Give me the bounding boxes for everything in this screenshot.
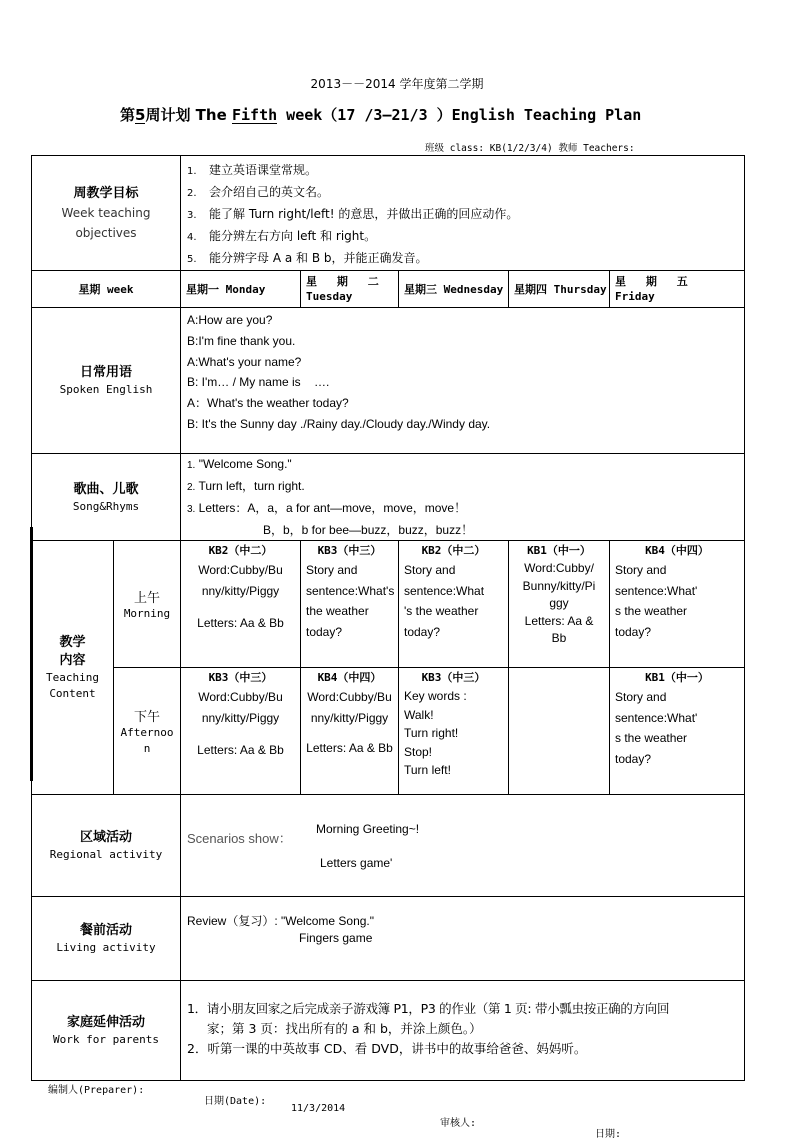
title-prefix: 第 bbox=[120, 106, 136, 124]
wednesday-morning-cell: KB2（中二） Story and sentence:What 's the weather today? bbox=[399, 541, 509, 668]
living-line: Review（复习）: "Welcome Song." bbox=[187, 914, 375, 928]
scenarios-lead: Scenarios show： bbox=[187, 830, 292, 846]
song-label-zh: 歌曲、儿歌 bbox=[73, 481, 139, 497]
morning-row bbox=[32, 541, 745, 668]
friday-morning-cell: KB4（中四） Story and sentence:What' s the weather today? bbox=[610, 541, 745, 668]
home-line: 家；第 3 页：找出所有的 a 和 b，并涂上颜色。） bbox=[207, 1021, 482, 1036]
afternoon-label-en-2: n bbox=[143, 741, 151, 755]
home-label-zh: 家庭延伸活动 bbox=[66, 1015, 145, 1030]
home-content bbox=[181, 981, 745, 1081]
teaching-label-en-1: Teaching bbox=[46, 670, 99, 684]
teaching-content-label bbox=[32, 541, 114, 795]
objectives-label-zh: 周教学目标 bbox=[73, 185, 139, 201]
preparer-label: 编制人(Preparer): bbox=[48, 1085, 145, 1096]
living-label-zh: 餐前活动 bbox=[79, 923, 132, 938]
living-label-en: Living activity bbox=[56, 941, 156, 954]
regional-label-en: Regional activity bbox=[49, 848, 163, 861]
morning-label-zh: 上午 bbox=[133, 590, 160, 606]
objective-item: 5. 能分辨字母 A a 和 B b，并能正确发音。 bbox=[187, 251, 428, 265]
spoken-label-zh: 日常用语 bbox=[79, 365, 132, 380]
tuesday-afternoon-cell: KB4（中四） Word:Cubby/Bu nny/kitty/Piggy Letters: Aa & Bb bbox=[301, 668, 399, 795]
friday-header: 星 期 五 Friday bbox=[610, 271, 745, 308]
title-suffix: week（17 /3—21/3 ）English Teaching Plan bbox=[277, 106, 642, 124]
objective-item: 1. 建立英语课堂常规。 bbox=[187, 163, 318, 177]
reviewer-label: 审核人: bbox=[440, 1118, 477, 1129]
regional-item: Morning Greeting~! bbox=[316, 821, 420, 836]
date2-label: 日期: bbox=[595, 1129, 622, 1140]
dialogue-line: B:I'm fine thank you. bbox=[187, 333, 296, 348]
regional-content bbox=[181, 795, 745, 897]
song-row bbox=[32, 454, 745, 541]
dialogue-line: B: It's the Sunny day ./Rainy day./Cloudy day./Windy day. bbox=[187, 416, 491, 431]
spoken-label bbox=[32, 308, 181, 454]
monday-header: 星期一 Monday bbox=[181, 271, 301, 308]
objectives-row bbox=[32, 156, 745, 271]
objectives-label bbox=[32, 156, 181, 271]
home-extension-row bbox=[32, 981, 745, 1081]
morning-label-en: Morning bbox=[123, 606, 171, 620]
objectives-list bbox=[181, 156, 745, 271]
living-label bbox=[32, 897, 181, 981]
thursday-afternoon-cell bbox=[509, 668, 610, 795]
living-activity-row bbox=[32, 897, 745, 981]
dialogue-line: A：What's the weather today? bbox=[187, 396, 349, 411]
thursday-header: 星期四 Thursday bbox=[509, 271, 610, 308]
song-list bbox=[181, 454, 745, 541]
song-label-en: Song&Rhyms bbox=[72, 499, 140, 513]
dialogue-line: B: I'm… / My name is …. bbox=[187, 375, 330, 390]
tuesday-header: 星 期 二 Tuesday bbox=[301, 271, 399, 308]
week-number: 5 bbox=[135, 106, 146, 124]
song-item: 1. "Welcome Song." bbox=[187, 457, 292, 471]
home-line: 2．听第一课的中英故事 CD、看 DVD，讲书中的故事给爸爸、妈妈听。 bbox=[187, 1041, 587, 1056]
spoken-dialogue bbox=[181, 308, 745, 454]
class-teacher-line: 班级 class: KB(1/2/3/4) 教师 Teachers: bbox=[425, 143, 635, 154]
signature-footer bbox=[48, 1070, 748, 1140]
date-value: 11/3/2014 bbox=[291, 1103, 346, 1114]
living-line: Fingers game bbox=[299, 931, 373, 945]
living-content bbox=[181, 897, 745, 981]
title-middle: 周计划 The bbox=[145, 106, 232, 124]
regional-label-zh: 区域活动 bbox=[79, 830, 132, 845]
weekday-header-row bbox=[32, 271, 745, 308]
home-label-en: Work for parents bbox=[53, 1033, 159, 1046]
wednesday-afternoon-cell: KB3（中三） Key words : Walk! Turn right! Stop! Turn left! bbox=[399, 668, 509, 795]
plan-title bbox=[120, 104, 641, 125]
home-label bbox=[32, 981, 181, 1081]
afternoon-row bbox=[32, 668, 745, 795]
teaching-label-en-2: Content bbox=[49, 686, 96, 700]
objective-item: 3. 能了解 Turn right/left! 的意思，并做出正确的回应动作。 bbox=[187, 207, 519, 221]
song-item: 3. Letters：A，a，a for ant—move，move，move！ bbox=[187, 501, 467, 515]
afternoon-label-zh: 下午 bbox=[133, 709, 160, 725]
song-item: B，b，b for bee—buzz，buzz，buzz！ bbox=[263, 523, 474, 537]
objectives-label-en-1: Week teaching bbox=[61, 205, 151, 220]
friday-afternoon-cell: KB1（中一） Story and sentence:What' s the weather today? bbox=[610, 668, 745, 795]
thursday-morning-cell: KB1（中一） Word:Cubby/ Bunny/kitty/Pi ggy Letters: Aa & Bb bbox=[509, 541, 610, 668]
spoken-label-en: Spoken English bbox=[59, 383, 153, 396]
week-label: 星期 week bbox=[32, 271, 181, 308]
weekly-plan-table bbox=[31, 155, 745, 1081]
objective-item: 4. 能分辨左右方向 left 和 right。 bbox=[187, 229, 377, 243]
teaching-label-zh-2: 内容 bbox=[59, 652, 86, 668]
week-word: Fifth bbox=[231, 106, 278, 124]
afternoon-label bbox=[114, 668, 181, 795]
afternoon-label-en-1: Afternoo bbox=[120, 725, 174, 739]
objectives-label-en-2: objectives bbox=[75, 225, 137, 240]
tuesday-morning-cell: KB3（中三） Story and sentence:What's the weather today? bbox=[301, 541, 399, 668]
dialogue-line: A:What's your name? bbox=[187, 354, 302, 369]
regional-item: Letters game' bbox=[320, 855, 393, 870]
monday-afternoon-cell: KB3（中三） Word:Cubby/Bu nny/kitty/Piggy Letters: Aa & Bb bbox=[181, 668, 301, 795]
dialogue-line: A:How are you? bbox=[187, 313, 273, 327]
regional-label bbox=[32, 795, 181, 897]
spoken-english-row bbox=[32, 308, 745, 454]
morning-label bbox=[114, 541, 181, 668]
teaching-block-left-rule bbox=[30, 527, 33, 781]
song-item: 2. Turn left，turn right. bbox=[187, 479, 305, 493]
objective-item: 2. 会介绍自己的英文名。 bbox=[187, 185, 330, 199]
date-label: 日期(Date): bbox=[204, 1096, 267, 1107]
monday-morning-cell: KB2（中二） Word:Cubby/Bu nny/kitty/Piggy Letters: Aa & Bb bbox=[181, 541, 301, 668]
wednesday-header: 星期三 Wednesday bbox=[399, 271, 509, 308]
regional-activity-row bbox=[32, 795, 745, 897]
song-label bbox=[32, 454, 181, 541]
school-year-line: 2013－－2014 学年度第二学期 bbox=[310, 77, 484, 91]
teaching-label-zh-1: 教学 bbox=[59, 634, 86, 650]
home-line: 1．请小朋友回家之后完成亲子游戏簿 P1，P3 的作业（第 1 页: 带小瓢虫按正确的方向回 bbox=[187, 1001, 670, 1016]
